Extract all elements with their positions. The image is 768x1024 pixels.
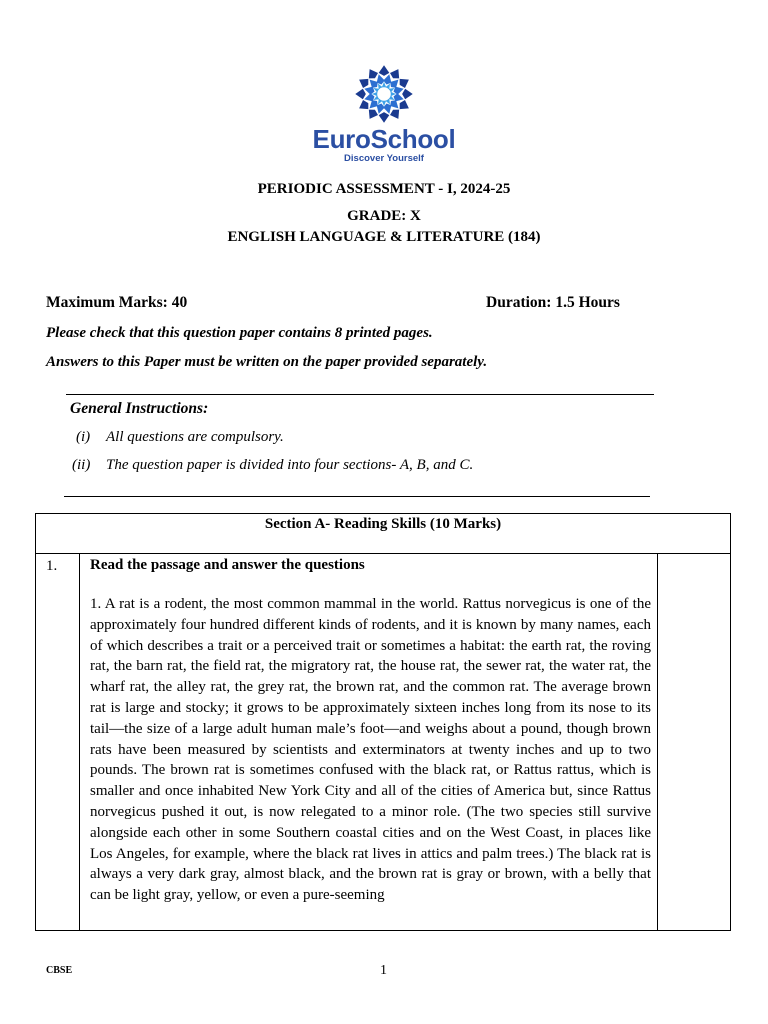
column-divider bbox=[657, 554, 658, 930]
column-divider bbox=[79, 554, 80, 930]
instruction-number: (ii) bbox=[72, 457, 91, 473]
reading-passage: 1. A rat is a rodent, the most common mammal in the world. Rattus norvegicus is one of the approximately four hundred different kinds of rodents, and it is known by many names, each of which describes a trait or a perceived trait or sometimes a habitat: the earth rat, the roving rat, the barn rat, the field rat, the migratory rat, the house rat, the sewer rat, the water rat, the wharf rat, the alley rat, the grey rat, the brown rat, and the common rat. The average brown rat is large and stocky; it grows to be approximately sixteen inches long from its nose to its tail—the size of a large adult human male’s foot—and weighs about a pound, though brown rats have been measured by scientists and exterminators at twenty inches and up to two pounds. The brown rat is sometimes confused with the black rat, or Rattus rattus, which is smaller and once inhabited New York City and all of the cities of America but, since Rattus norvegicus pushed it out, is now relegated to a minor role. (The two species still survive alongside each other in some Southern coastal cities and on the West Coast, in places like Los Angeles, for example, where the black rat lives in attics and palm trees.) The black rat is always a very dark gray, almost black, and the brown rat is gray or brown, with a belly that can be light gray, yellow, or even a pure-seeming bbox=[90, 596, 651, 904]
note-pages: Please check that this question paper contains 8 printed pages. bbox=[46, 325, 433, 341]
logo-petal bbox=[402, 89, 413, 100]
question-number: 1. bbox=[46, 558, 58, 574]
logo-petal bbox=[397, 75, 411, 89]
exam-grade: GRADE: X bbox=[347, 208, 421, 224]
logo-petal bbox=[379, 65, 390, 76]
logo-petal bbox=[356, 75, 370, 89]
note-answers: Answers to this Paper must be written on the paper provided separately. bbox=[46, 354, 488, 370]
instruction-number: (i) bbox=[76, 429, 91, 445]
question-heading: Read the passage and answer the questions bbox=[90, 557, 365, 573]
divider-bottom bbox=[64, 496, 650, 497]
logo-petal bbox=[388, 107, 402, 121]
logo-petal bbox=[355, 89, 366, 100]
maximum-marks: Maximum Marks: 40 bbox=[46, 294, 188, 311]
logo-petal bbox=[356, 98, 370, 112]
instruction-text: All questions are compulsory. bbox=[106, 429, 284, 445]
brand-name: EuroSchool bbox=[312, 124, 456, 154]
brand-tagline: Discover Yourself bbox=[344, 153, 424, 164]
logo-petal bbox=[397, 98, 411, 112]
question-table bbox=[35, 513, 731, 931]
logo-petal bbox=[379, 112, 390, 123]
page-number: 1 bbox=[380, 963, 387, 978]
instruction-item bbox=[72, 456, 473, 474]
divider-top bbox=[66, 394, 654, 395]
footer-board: CBSE bbox=[46, 965, 73, 976]
exam-duration: Duration: 1.5 Hours bbox=[486, 294, 620, 311]
section-title: Section A- Reading Skills (10 Marks) bbox=[36, 514, 730, 554]
exam-subject: ENGLISH LANGUAGE & LITERATURE (184) bbox=[227, 229, 541, 245]
logo-petal bbox=[388, 66, 402, 80]
school-logo bbox=[304, 60, 464, 170]
logo-petal bbox=[365, 107, 379, 121]
instructions-heading: General Instructions: bbox=[70, 400, 209, 417]
logo-petal bbox=[365, 66, 379, 80]
instruction-item bbox=[76, 428, 284, 446]
exam-title: PERIODIC ASSESSMENT - I, 2024-25 bbox=[257, 181, 511, 197]
instruction-text: The question paper is divided into four sections- A, B, and C. bbox=[106, 457, 474, 473]
flower-star-icon bbox=[346, 60, 422, 128]
